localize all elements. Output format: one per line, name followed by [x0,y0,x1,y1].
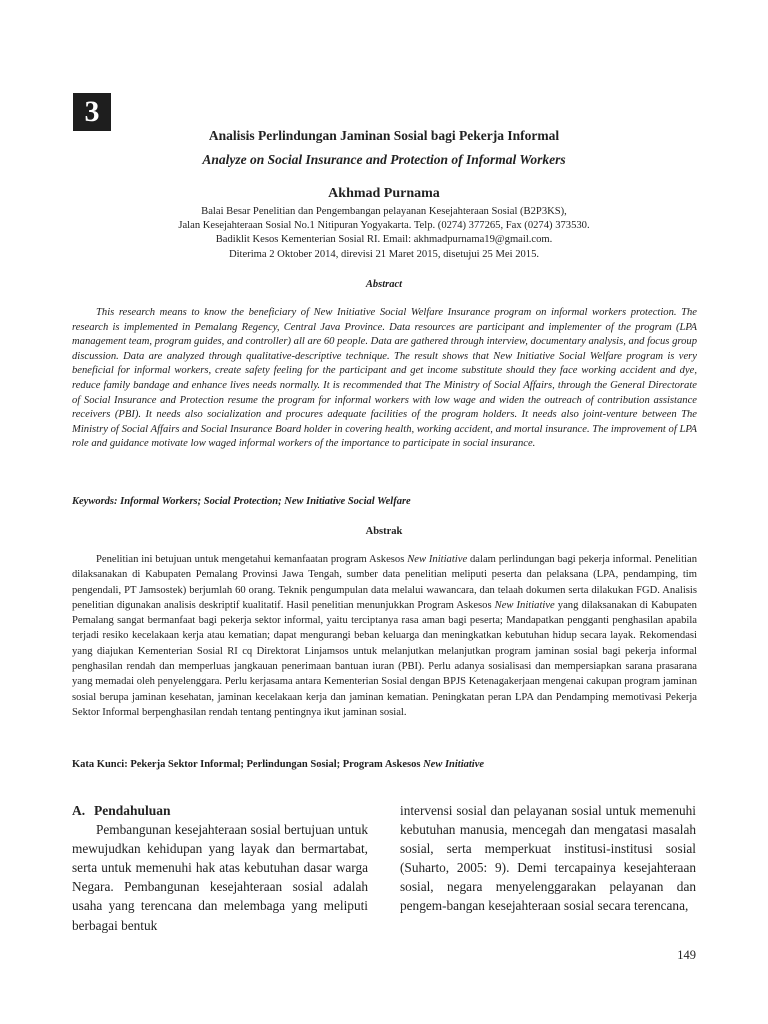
section-title: Pendahuluan [94,803,171,818]
author-name: Akhmad Purnama [328,186,440,201]
abstrak-heading: Abstrak [365,526,403,537]
affiliation-line: Balai Besar Penelitian dan Pengembangan pelayanan Kesejahteraan Sosial (B2P3KS), [201,206,567,217]
page-number: 149 [677,948,696,962]
body-paragraph-right: intervensi sosial dan pelayanan sosial untuk memenuhi kebutuhan manusia, mencegah dan mengatasi masalah sosial, serta memperkuat institusi-institusi sosial (Suharto, 2005: 9). Demi tercapainya kesejahteraan sosial, negara menyelenggarakan pelayanan dan pengem-bangan kesejahteraan sosial secara terencana, [400,803,696,914]
abstract-heading: Abstract [365,279,403,290]
affiliation-block [60,205,708,262]
left-column [72,801,368,935]
body-paragraph-left: Pembangunan kesejahteraan sosial bertujuan untuk mewujudkan kehidupan yang layak dan bermartabat, serta untuk memenuhi hak atas kebutuhan dasar warga Negara. Pembangunan kesejahteraan sosial adalah usaha yang terencana dan melembaga yang meliputi berbagai bentuk [72,822,368,933]
right-column [400,801,696,916]
affiliation-line: Badiklit Kesos Kementerian Sosial RI. Email: akhmadpurnama19@gmail.com. [215,234,553,246]
abstrak-text: Penelitian ini betujuan untuk mengetahui kemanfaatan program Askesos New Initiative dalam perlindungan bagi pekerja informal. Penelitian dilaksanakan di Kabupaten Pemalang Provinsi Jawa Tengah, sumber data penelitian meliputi peserta dan pelaksana (LPA, pendamping, tim pengendali, PT Jamsostek) berjumlah 60 orang. Teknik pengumpulan data melalui wawancara, dan telaah dokumen serta dilakukan FGD. Analisis penelitian digunakan analisis deskriptif kualitatif. Hasil penelitian menunjukkan Program Askesos New Initiative yang dilaksanakan di Kabupaten Pemalang sangat bermanfaat bagi pekerja sektor informal, yaitu terciptanya rasa aman bagi peserta; Mandapatkan pengganti penghasilan apabila terjadi resiko kecelakaan kerja atau kematian; dapat mengurangi beban keluarga dan meningkatkan kebutuhan hidup secara layak. Rekomendasi yang diajukan Kementerian Sosial RI cq Direktorat Linjamsos untuk melanjutkan melanjutkan program jaminan sosial bagi pekerja informal penghasilan rendah dan memperluas jangkauan penerimaan bantuan iuran (PBI). Perlu adanya sosialisasi dan mempersiapkan sarana prasarana yang memadai oleh penyelenggara. Perlu kerjasama antara Kementerian Sosial dengan BPJS Ketenagakerjaan mengenai cakupan program jaminan sosial berupa jaminan kesehatan, jaminan kecelakaan kerja dan jaminan kematian. Peningkatan peran LPA dan Pendamping memotivasi Pekerja Sektor Informal berpenghasilan rendah tentang pentingnya ikut jaminan sosial. [72,554,697,718]
section-number: A. [72,803,86,818]
title-english: Analyze on Social Insurance and Protection of Informal Workers [202,152,566,167]
affiliation-line: Diterima 2 Oktober 2014, direvisi 21 Maret 2015, disetujui 25 Mei 2015. [228,248,540,260]
affiliation-line: Jalan Kesejahteraan Sosial No.1 Nitipuran Yogyakarta. Telp. (0274) 377265, Fax (0274) 373530. [178,220,590,232]
keywords: Keywords: Informal Workers; Social Protection; New Initiative Social Welfare [72,496,411,507]
abstract-text: This research means to know the beneficiary of New Initiative Social Welfare Insurance program on informal workers protection. The research is implemented in Pemalang Regency, Central Java Province. Data resources are participant and implementer of the program (LPA management team, program guides, and controller) all are 60 people. Data are gathered through interview, documentary analysis, and focus group discussion. Data are analyzed through qualitative-descriptive technique. The result shows that New Initiative Social Welfare program is very beneficial for informal workers, create safety feeling for the participant and get income substitute should they face working accident and dye, reduce family bandage and enhance lives needs normally. It is recommended that The Ministry of Social Affairs, through the General Directorate of Social Insurance and Protection resume the program for informal workers with low wage and widen the outreach of contribution assistance receivers (PBI). It needs also socialization and procures adequate facilities of the program holders. It needs also joint-venture between The Ministry of Social Affairs and Social Insurance Board holder in covering health, working accident, and mortal insurance. The improvement of LPA role and guidance motivate low waged informal workers of the importance to participate in social insurance. [72,307,697,450]
chapter-number-box: 3 [73,93,111,131]
title-indonesian: Analisis Perlindungan Jaminan Sosial bagi Pekerja Informal [208,128,560,143]
kata-kunci: Kata Kunci: Pekerja Sektor Informal; Perlindungan Sosial; Program Askesos New Initiative [72,759,485,770]
section-heading [72,801,368,820]
